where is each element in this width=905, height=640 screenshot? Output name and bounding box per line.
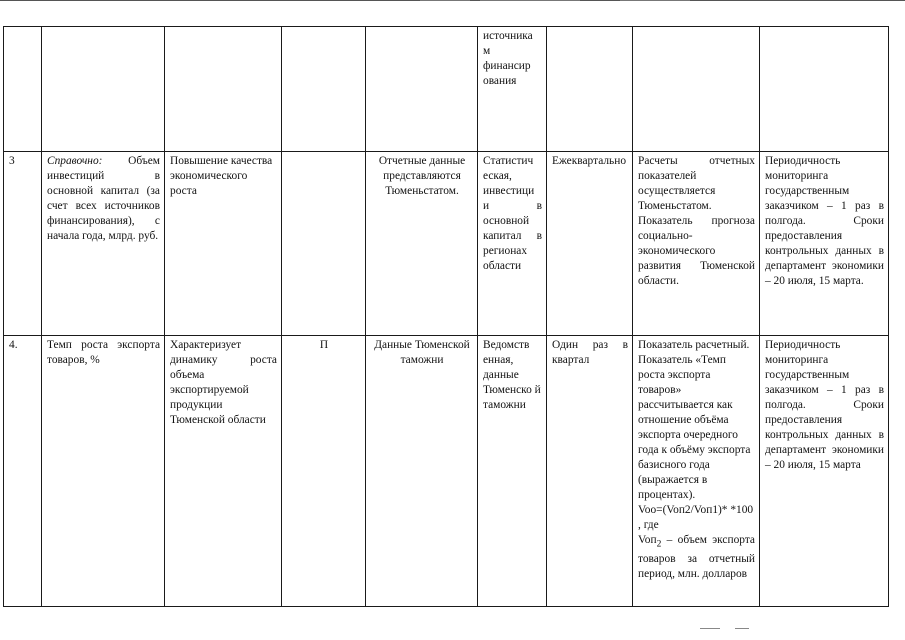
cell-goal: Характеризует динамику роста объема экспортируемой продукции Тюменской области [165,336,282,607]
cell-monitoring [760,27,889,152]
cell-type [282,27,366,152]
indicator-prefix: Справочно: [47,155,103,167]
scan-line [580,0,620,1]
scan-mark [735,628,749,629]
scan-line [690,0,905,1]
formula: Voo=(Voп2/Voп1)* *100 , где [638,504,754,531]
formula-variable: Voп [638,534,657,546]
cell-source: Статистич еская, инвестици и в основной капитал в регионах области [478,152,547,336]
cell-method: Данные Тюменской таможни [366,336,478,607]
cell-goal: Повышение качества экономического роста [165,152,282,336]
formula-subscript: 2 [656,539,662,550]
cell-method [366,27,478,152]
cell-indicator [42,152,165,336]
cell-method: Отчетные данные представляются Тюменьстатом. [366,152,478,336]
cell-indicator: Темп роста экспорта товаров, % [42,336,165,607]
table-row-3 [4,152,889,336]
cell-type [282,152,366,336]
indicators-table [3,26,889,607]
calc-notes-wrap [638,338,755,604]
cell-frequency: Ежеквартально [547,152,633,336]
cell-goal [165,27,282,152]
table-row-4 [4,336,889,607]
cell-monitoring: Периодичность мониторинга государственным заказчиком – 1 раз в полгода. Сроки предоставления контрольных данных в департамент экономики – 20 июля, 15 марта [760,336,889,607]
table-row-continued [4,27,889,152]
cell-indicator [42,27,165,152]
scan-top-edge [0,0,905,4]
calc-notes-text: Показатель расчетный. Показатель «Темп роста экспорта товаров» рассчитывается как отношение объёма экспорта очередного года к объёму экспорта базисного года (выражается в процентах). [638,339,751,501]
cell-type: П [282,336,366,607]
cell-number: 4. [4,336,42,607]
cell-calc-notes [633,27,760,152]
formula-variable-desc: – объем экспорта товаров за отчетный период, млн. долларов [638,534,755,581]
scan-line [470,0,480,1]
cell-source: Ведомств енная, данные Тюменско й таможни [478,336,547,607]
formula-description [638,533,755,582]
cell-monitoring: Периодичность мониторинга государственным заказчиком – 1 раз в полгода. Сроки предоставления контрольных данных в департамент экономики – 20 июля, 15 марта. [760,152,889,336]
scan-line [0,0,420,1]
cell-frequency [547,27,633,152]
cell-calc-notes: Расчеты отчетных показателей осуществляется Тюменьстатом. Показатель прогноза социально-экономического развития Тюменской области. [633,152,760,336]
scan-mark [700,628,720,629]
cell-source: источника м финансир ования [478,27,547,152]
cell-number: 3 [4,152,42,336]
indicator-text: Объем инвестиций в основной капитал (за счет всех источников финансирования), с начала года, млрд. руб. [47,155,160,242]
cell-frequency: Один раз в квартал [547,336,633,607]
cell-calc-notes [633,336,760,607]
cell-number [4,27,42,152]
